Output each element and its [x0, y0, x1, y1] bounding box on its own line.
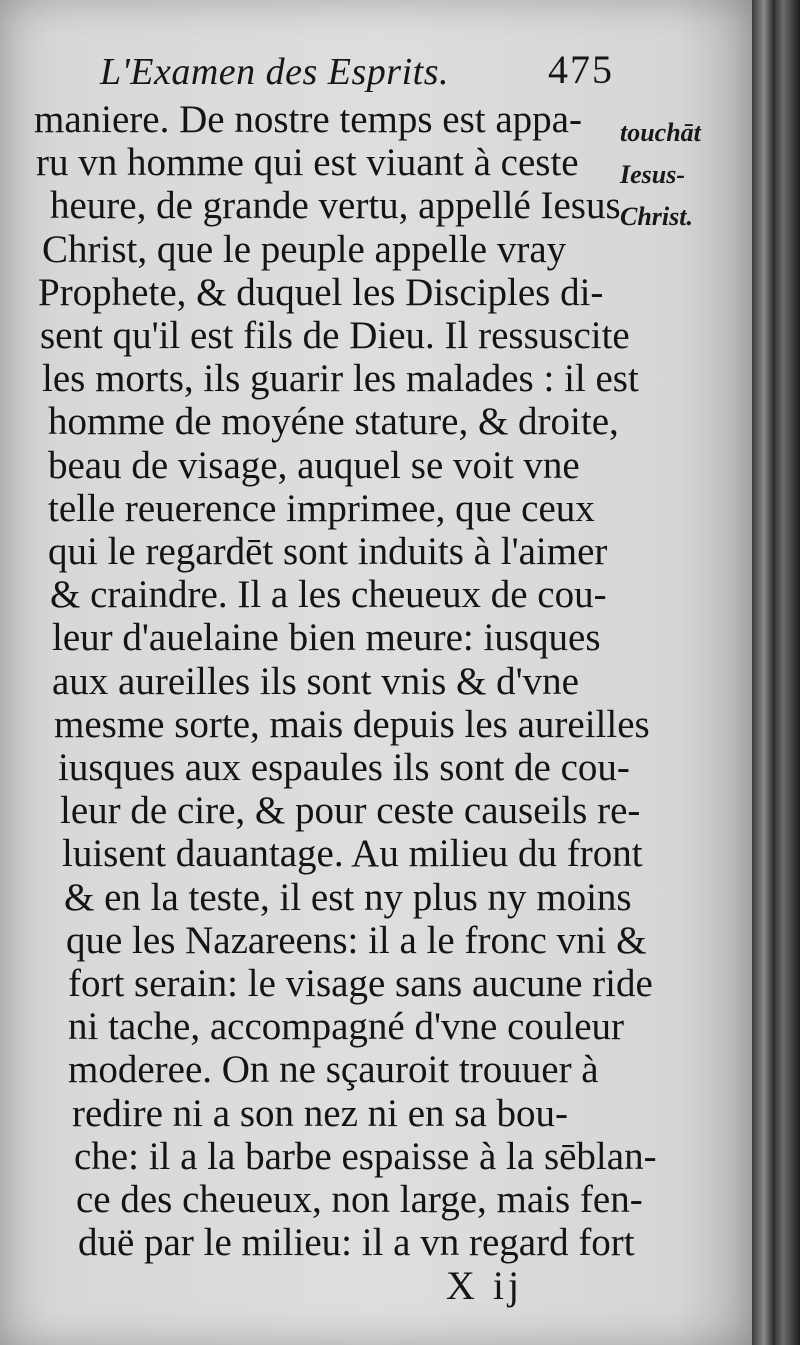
body-line: Prophete, & duquel les Disciples di- — [38, 270, 604, 314]
body-line: ni tache, accompagné d'vne couleur — [68, 1005, 625, 1049]
margin-note-line: Christ. — [620, 202, 693, 231]
body-line: qui le regardēt sont induits à l'aimer — [48, 530, 608, 573]
margin-note-line: touchāt — [620, 118, 701, 147]
running-head — [100, 44, 620, 104]
body-line: heure, de grande vertu, appellé Iesus — [50, 184, 621, 228]
body-line: ru vn homme qui est viuant à ceste — [36, 141, 579, 185]
body-line: telle reuerence imprimee, que ceux — [48, 486, 595, 530]
body-line: moderee. On ne sçauroit trouuer à — [68, 1048, 599, 1092]
body-text — [32, 96, 660, 1276]
body-line: duë par le milieu: il a vn regard fort — [78, 1221, 635, 1265]
body-line: sent qu'il est fils de Dieu. Il ressuscite — [40, 314, 630, 357]
body-line: Christ, que le peuple appelle vray — [42, 227, 567, 271]
body-line: mesme sorte, mais depuis les aureilles — [54, 702, 650, 746]
book-binding — [752, 0, 800, 1345]
running-title: L'Examen des Esprits. — [100, 51, 449, 93]
margin-note-line: Iesus- — [620, 160, 686, 189]
body-line: beau de visage, auquel se voit vne — [48, 443, 580, 487]
body-line: leur d'auelaine bien meure: iusques — [52, 616, 601, 660]
body-line: ce des cheueux, non large, mais fen- — [76, 1178, 643, 1221]
body-line: fort serain: le visage sans aucune ride — [68, 962, 653, 1005]
body-line: & en la teste, il est ny plus ny moins — [64, 875, 632, 919]
body-line: aux aureilles ils sont vnis & d'vne — [52, 659, 579, 703]
margin-note — [620, 112, 740, 238]
body-line: che: il a la barbe espaisse à la sēblan- — [74, 1134, 657, 1178]
body-line: luisent dauantage. Au milieu du front — [62, 832, 643, 876]
signature-mark: X ij — [446, 1263, 524, 1308]
body-line: homme de moyéne stature, & droite, — [48, 400, 619, 444]
page-number: 475 — [548, 47, 614, 92]
body-line: leur de cire, & pour ceste causeils re- — [60, 789, 641, 833]
body-line: maniere. De nostre temps est appa- — [34, 98, 582, 141]
body-line: les morts, ils guarir les malades : il est — [42, 357, 639, 401]
body-line: redire ni a son nez ni en sa bou- — [72, 1091, 568, 1135]
body-line: & craindre. Il a les cheueux de cou- — [50, 573, 607, 617]
body-line: que les Nazareens: il a le fronc vni & — [66, 918, 647, 962]
body-line: iusques aux espaules ils sont de cou- — [58, 746, 630, 789]
